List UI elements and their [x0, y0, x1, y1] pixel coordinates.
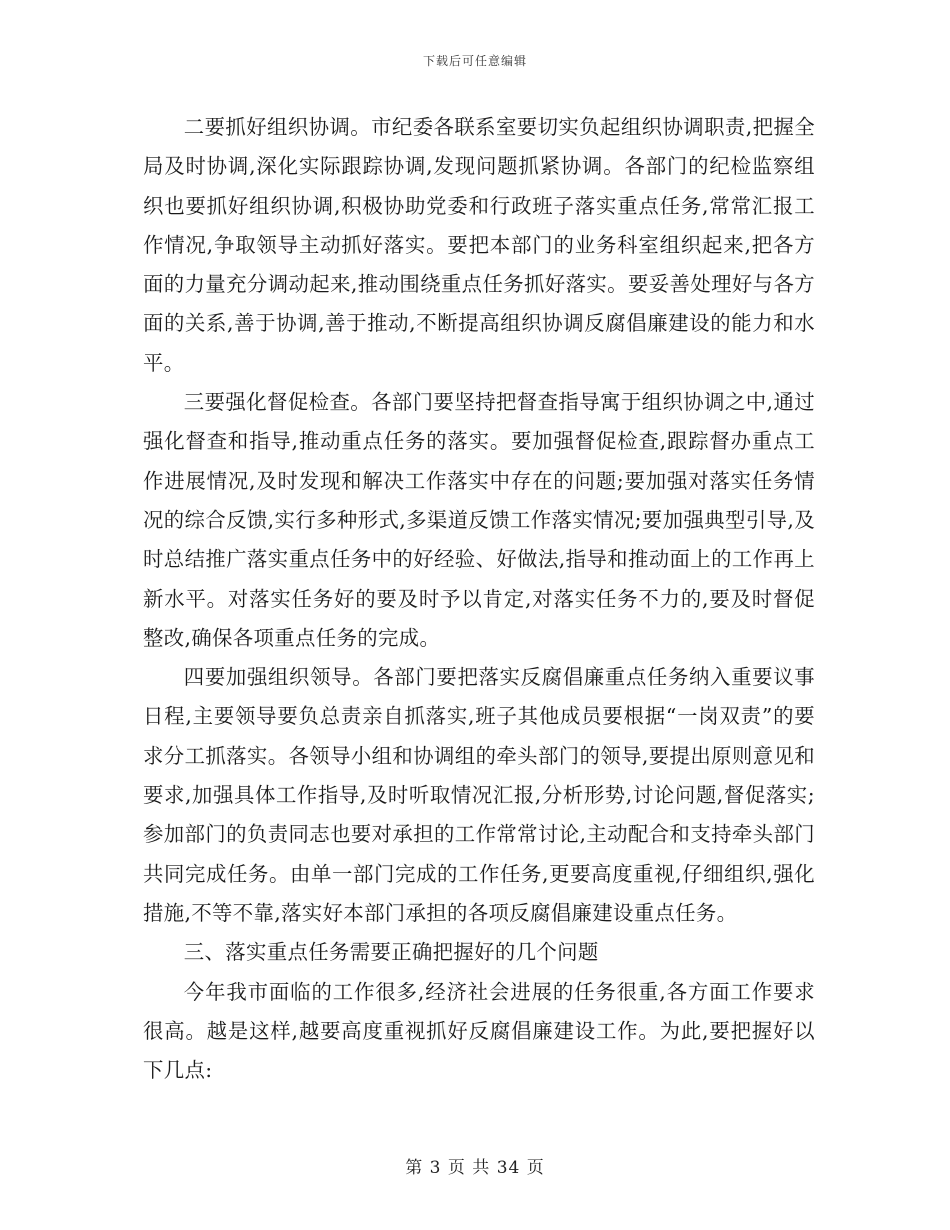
paragraph-coordination: 二要抓好组织协调。市纪委各联系室要切实负起组织协调职责,把握全局及时协调,深化实际跟踪协调,发现问题抓紧协调。各部门的纪检监察组织也要抓好组织协调,积极协助党委和行政班子落实重点任务,常常汇报工作情况,争取领导主动抓好落实。要把本部门的业务科室组织起来,把各方面的力量充分调动起来,推动围绕重点任务抓好落实。要妥善处理好与各方面的关系,善于协调,善于推动,不断提高组织协调反腐倡廉建设的能力和水平。 [143, 115, 815, 375]
page-header: 下载后可任意编辑 [422, 54, 527, 68]
section-heading: 三、落实重点任务需要正确把握好的几个问题 [183, 940, 599, 965]
paragraph-intro: 今年我市面临的工作很多,经济社会进展的任务很重,各方面工作要求很高。越是这样,越要高度重视抓好反腐倡廉建设工作。为此,要把握好以下几点: [143, 979, 815, 1083]
document-body [143, 108, 815, 1090]
paragraph-supervision: 三要强化督促检查。各部门要坚持把督查指导寓于组织协调之中,通过强化督查和指导,推动重点任务的落实。要加强督促检查,跟踪督办重点工作进展情况,及时发现和解决工作落实中存在的问题;要加强对落实任务情况的综合反馈,实行多种形式,多渠道反馈工作落实情况;要加强典型引导,及时总结推广落实重点任务中的好经验、好做法,指导和推动面上的工作再上新水平。对落实任务好的要及时予以肯定,对落实任务不力的,要及时督促整改,确保各项重点任务的完成。 [143, 390, 815, 650]
paragraph-leadership: 四要加强组织领导。各部门要把落实反腐倡廉重点任务纳入重要议事日程,主要领导要负总责亲自抓落实,班子其他成员要根据“一岗双责”的要求分工抓落实。各领导小组和协调组的牵头部门的领导,要提出原则意见和要求,加强具体工作指导,及时听取情况汇报,分析形势,讨论问题,督促落实;参加部门的负责同志也要对承担的工作常常讨论,主动配合和支持牵头部门共同完成任务。由单一部门完成的工作任务,更要高度重视,仔细组织,强化措施,不等不靠,落实好本部门承担的各项反腐倡廉建设重点任务。 [143, 665, 815, 925]
page-footer: 第 3 页 共 34 页 [405, 1158, 545, 1178]
